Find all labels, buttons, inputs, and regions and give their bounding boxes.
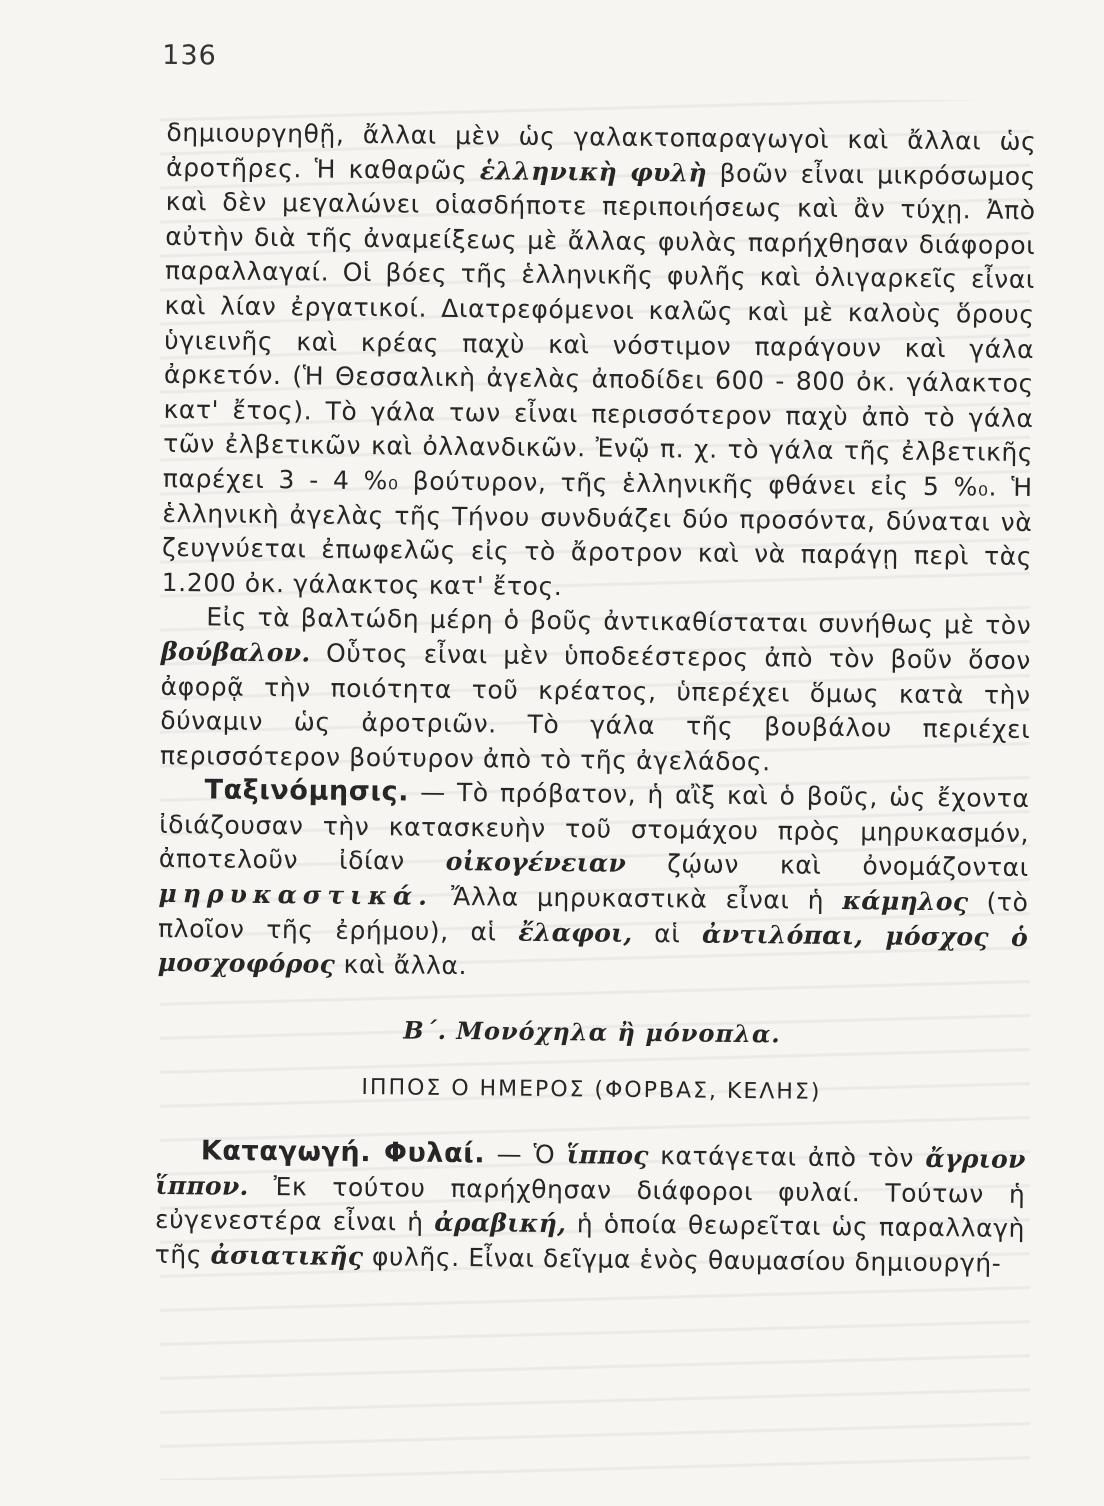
- paragraph-text: — Τὸ πρόβατον, ἡ αἲξ καὶ ὁ βοῦς, ὡς ἔχοντα ἰδιάζουσαν τὴν κατασκευὴν τοῦ στομάχου πρὸς μηρυκασμόν, ἀποτελοῦν ἰδίαν: [158, 777, 1030, 877]
- runin-heading: Ταξινόμησις.: [204, 774, 410, 808]
- emphasis-term: βούβαλον.: [160, 636, 311, 668]
- emphasis-term: μηρυκαστικά.: [158, 878, 434, 911]
- paragraph-text: — Ὁ: [485, 1139, 567, 1170]
- paragraph-text: Ἄλλα μηρυκαστικὰ εἶναι ἡ: [432, 881, 843, 916]
- paragraph-text: φυλῆς. Εἶναι δεῖγμα ἑνὸς θαυμασίου δημιουργή-: [363, 1241, 1002, 1278]
- paragraph-text: αἱ: [632, 918, 703, 949]
- page-body: [155, 116, 1037, 1281]
- section-heading: Β΄. Μονόχηλα ἢ μόνοπλα.: [403, 1015, 781, 1049]
- paragraph-text: Οὗτος εἶναι μὲν ὑποδεέστερος ἀπὸ τὸν βοῦν ὅσον ἀφορᾷ τὴν ποιότητα τοῦ κρέατος, ὑπερέχει ὅμως κατὰ τὴν δύναμιν ὡς ἀροτριῶν. Τὸ γάλα τῆς βουβάλου περιέχει περισσότερον βούτυρον ἀπὸ τὸ τῆς ἀγελάδος.: [159, 638, 1032, 776]
- emphasis-term: κάμηλος: [842, 886, 969, 917]
- paragraph-text: βοῶν εἶναι μικρόσωμος καὶ δὲν μεγαλώνει οἱασδήποτε περιποιήσεως καὶ ἂν τύχῃ. Ἀπὸ αὐτὴν διὰ τῆς ἀναμείξεως μὲ ἄλλας φυλὰς παρήχθησαν διάφοροι παραλλαγαί. Οἱ βόες τῆς ἑλληνικῆς φυλῆς καὶ ὀλιγαρκεῖς εἶναι καὶ λίαν ἐργατικοί. Διατρεφόμενοι καλῶς καὶ μὲ καλοὺς ὅρους ὑγιεινῆς καὶ κρέας παχὺ καὶ νόστιμον παράγουν καὶ γάλα ἀρκετόν. (Ἡ Θεσσαλικὴ ἀγελὰς ἀποδίδει 600 - 800 ὀκ. γάλακτος κατ' ἔτος). Τὸ γάλα των εἶναι περισσότερον παχὺ ἀπὸ τὸ γάλα τῶν ἐλβετικῶν καὶ ὀλλανδικῶν. Ἐνῷ π. χ. τὸ γάλα τῆς ἐλβετικῆς παρέχει 3 - 4 %₀ βούτυρον, τῆς ἑλληνικῆς φθάνει εἰς 5 %₀. Ἡ ἑλληνικὴ ἀγελὰς τῆς Τήνου συνδυάζει δύο προσόντα, δύναται νὰ ζευγνύεται ἐπωφελῶς εἰς τὸ ἄροτρον καὶ νὰ παράγῃ περὶ τὰς 1.200 ὀκ. γάλακτος κατ' ἔτος.: [161, 158, 1037, 601]
- paragraph-classification: [158, 773, 1030, 990]
- section-subheading: ΙΠΠΟΣ Ο ΗΜΕΡΟΣ (ΦΟΡΒΑΣ, ΚΕΛΗΣ): [361, 1075, 822, 1106]
- emphasis-term: ἀσιατικῆς: [210, 1240, 364, 1271]
- paragraph-text: δημιουργηθῇ, ἄλλαι μὲν ὡς γαλακτοπαραγωγοὶ καὶ ἄλλαι ὡς ἀροτῆρες. Ἡ καθαρῶς: [165, 117, 1037, 185]
- emphasis-term: ἀραβική,: [434, 1208, 567, 1239]
- paragraph-buffalo: [160, 600, 1032, 782]
- paragraph-text: Ἐκ τούτου παρήχθησαν διάφοροι φυλαί. Τούτων ἡ εὐγενεστέρα εἶναι ἡ: [154, 1171, 1026, 1238]
- page-number: 136: [162, 39, 217, 72]
- runin-heading: Καταγωγή. Φυλαί.: [200, 1135, 486, 1170]
- paragraph-text: (τὸ πλοῖον τῆς ἐρήμου), αἱ: [157, 887, 1029, 947]
- emphasis-term: ἔλαφοι,: [518, 917, 633, 948]
- paragraph-text: καὶ ἄλλα.: [334, 949, 468, 981]
- emphasis-term: ἑλληνικὴ φυλὴ: [479, 155, 708, 188]
- paragraph-cattle-breeds: [162, 116, 1037, 609]
- emphasis-term: ἵππος: [566, 1140, 649, 1171]
- emphasis-term: οἰκογένειαν: [445, 847, 627, 879]
- paragraph-text: ἡ ὁποία θεωρεῖται ὡς παραλλαγὴ τῆς: [154, 1209, 1026, 1270]
- paragraph-text: ζῴων καὶ ὀνομάζονται: [626, 849, 1029, 883]
- emphasis-term: ἀντιλόπαι, μόσχος ὁ μοσχοφόρος: [157, 919, 1029, 979]
- emphasis-term: ἄγριον ἵππον.: [155, 1143, 1026, 1201]
- paragraph-text: κατάγεται ἀπὸ τὸν: [648, 1141, 926, 1173]
- paragraph-text: Εἰς τὰ βαλτώδη μέρη ὁ βοῦς ἀντικαθίσταται συνήθως μὲ τὸν: [206, 602, 1032, 641]
- paragraph-horse-origin: [155, 1134, 1026, 1281]
